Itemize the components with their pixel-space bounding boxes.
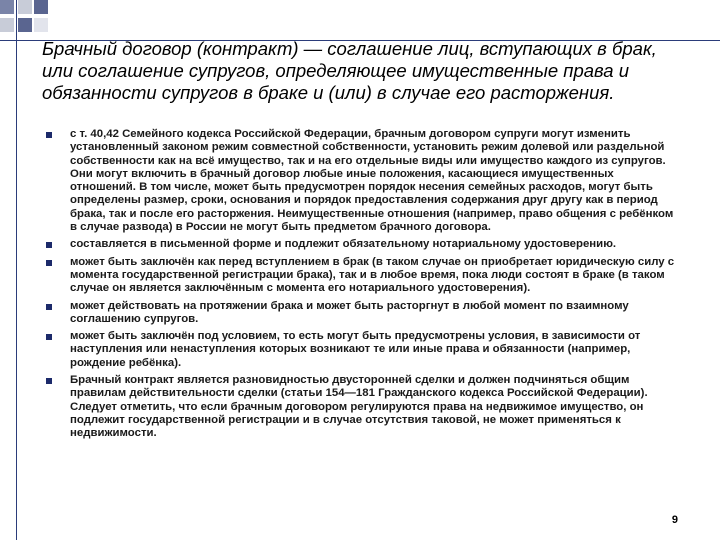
- deco-square: [34, 18, 48, 32]
- list-item: [42, 238, 682, 251]
- square-bullet-icon: [46, 132, 52, 138]
- square-bullet-icon: [46, 260, 52, 266]
- list-item-text: может быть заключён под условием, то есть могут быть предусмотрены условия, в зависимости от наступления или ненаступления которых возникают те или иные права и обязанности (например, рождение ребёнка).: [70, 330, 641, 369]
- bullet-list: [42, 128, 682, 445]
- square-bullet-icon: [46, 242, 52, 248]
- list-item: [42, 300, 682, 327]
- slide-title: Брачный договор (контракт) — соглашение лиц, вступающих в брак, или соглашение супругов, определяющее имущественные права и обязанности супругов в браке и (или) в случае его расторжения.: [42, 38, 657, 103]
- list-item: [42, 330, 682, 370]
- list-item-text: Брачный контракт является разновидностью двусторонней сделки и должен подчиняться общим правилам действительности сделки (статьи 154—181 Гражданского кодекса Российской Федерации). Следует отметить, что если брачным договором регулируются права на недвижимое имущество, он подлежит государственной регистрации и в случае отсутствия таковой, не может применяться к недвижимости.: [70, 374, 648, 440]
- list-item-text: с т. 40,42 Семейного кодекса Российской Федерации, брачным договором супруги могут изменить установленный законом режим совместной собственности, установить режим долевой или раздельной собственности как на всё имущество, так и на его отдельные виды или имущество каждого из супругов. Они могут включить в брачный договор любые иные положения, касающиеся имущественных отношений. В том числе, может быть предусмотрен порядок несения семейных расходов, могут быть определены размер, сроки, основания и порядок предоставления содержания друг другу как в период брака, так и после его расторжения. Неимущественные отношения (например, право общения с ребёнком в случае развода) в России не могут быть предметом брачного договора.: [70, 128, 674, 234]
- list-item-text: может действовать на протяжении брака и может быть расторгнут в любой момент по взаимному соглашению супругов.: [70, 299, 629, 325]
- deco-square: [0, 0, 14, 14]
- list-item-text: может быть заключён как перед вступлением в брак (в таком случае он приобретает юридическую силу с момента государственной регистрации брака), так и в любое время, пока люди состоят в браке (в таком случае он является заключённым с момента его нотариального удостоверения).: [70, 255, 675, 295]
- square-bullet-icon: [46, 378, 52, 384]
- deco-square: [34, 0, 48, 14]
- vertical-rule: [16, 0, 17, 540]
- deco-square: [18, 18, 32, 32]
- list-item-text: составляется в письменной форме и подлежит обязательному нотариальному удостоверению.: [70, 238, 617, 251]
- page-number: 9: [671, 514, 678, 526]
- deco-square: [18, 0, 32, 14]
- list-item: [42, 128, 682, 234]
- square-bullet-icon: [46, 334, 52, 340]
- square-bullet-icon: [46, 304, 52, 310]
- deco-square: [0, 18, 14, 32]
- list-item: [42, 256, 682, 296]
- list-item: [42, 374, 682, 440]
